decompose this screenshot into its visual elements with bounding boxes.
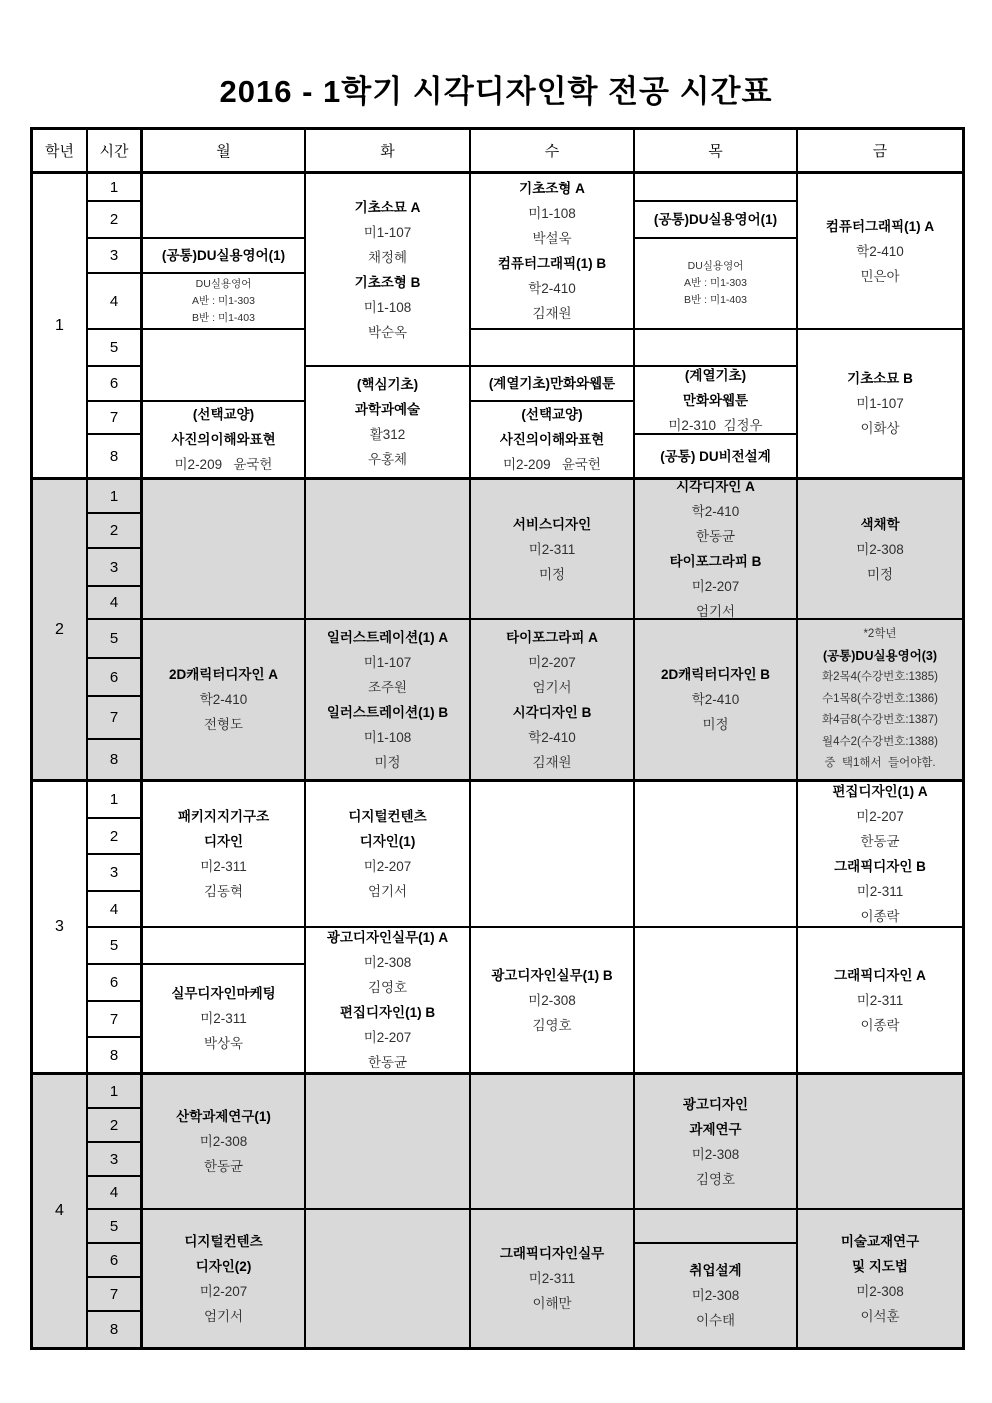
period-cell: 5 <box>88 1210 143 1244</box>
cell-g3-wed-ad-practice: 광고디자인실무(1) B 미2-308 김영호 <box>471 928 635 1075</box>
header-thu: 목 <box>635 130 798 174</box>
cell-g2-mon-2d-character: 2D캐릭터디자인 A 학2-410 전형도 <box>143 620 306 782</box>
empty-cell <box>635 330 798 367</box>
period-cell: 3 <box>88 1143 143 1177</box>
header-wed: 수 <box>471 130 635 174</box>
cell-g1-thu-webtoon: (계열기초) 만화와웹툰 미2-310 김정우 <box>635 367 798 435</box>
cell-g2-fri-english-note: *2학년 (공통)DU실용영어(3) 화2목4(수강번호:1385) 수1목8(수강번호:1386) 화4금8(수강번호:1387) 월4수2(수강번호:1388) 중 택1해서 들어야함. <box>798 620 962 782</box>
period-cell: 7 <box>88 1002 143 1038</box>
period-cell: 1 <box>88 1075 143 1109</box>
cell-g1-thu-du-english-rooms: DU실용영어 A반 : 미1-303 B반 : 미1-403 <box>635 239 798 330</box>
cell-g1-tue-science-art: (핵심기초) 과학과예술 활312 우홍체 <box>306 367 471 480</box>
period-cell: 6 <box>88 367 143 402</box>
grade-label-4: 4 <box>33 1075 88 1347</box>
cell-g1-wed-basic-modeling: 기초조형 A 미1-108 박설욱 컴퓨터그래픽(1) B 학2-410 김재원 <box>471 174 635 330</box>
cell-g4-thu-ad-study: 광고디자인 과제연구 미2-308 김영호 <box>635 1075 798 1210</box>
period-cell: 1 <box>88 174 143 202</box>
period-cell: 2 <box>88 819 143 855</box>
empty-cell <box>635 174 798 202</box>
period-cell: 8 <box>88 435 143 480</box>
empty-cell <box>471 1075 635 1210</box>
cell-g1-wed-webtoon: (계열기초)만화와웹툰 <box>471 367 635 402</box>
cell-g3-fri-graphic-design: 그래픽디자인 A 미2-311 이종락 <box>798 928 962 1075</box>
period-cell: 8 <box>88 1312 143 1347</box>
period-cell: 5 <box>88 330 143 367</box>
cell-g1-thu-du-english: (공통)DU실용영어(1) <box>635 202 798 239</box>
cell-g4-wed-graphic-practice: 그래픽디자인실무 미2-311 이해만 <box>471 1210 635 1347</box>
cell-g4-thu-career-plan: 취업설계 미2-308 이수태 <box>635 1244 798 1347</box>
empty-cell <box>143 928 306 965</box>
cell-g4-fri-art-materials: 미술교재연구 및 지도법 미2-308 이석훈 <box>798 1210 962 1347</box>
empty-cell <box>635 928 798 1075</box>
cell-g4-mon-digital-contents: 디지털컨텐츠 디자인(2) 미2-207 엄기서 <box>143 1210 306 1347</box>
cell-g1-mon-du-english: (공통)DU실용영어(1) <box>143 239 306 274</box>
cell-g1-mon-photography: (선택교양) 사진의이해와표현 미2-209 윤국헌 <box>143 402 306 480</box>
cell-g1-mon-du-english-rooms: DU실용영어 A반 : 미1-303 B반 : 미1-403 <box>143 274 306 330</box>
grade-label-2: 2 <box>33 480 88 782</box>
period-cell: 1 <box>88 480 143 514</box>
cell-g1-fri-basic-drawing: 기초소묘 B 미1-107 이화상 <box>798 330 962 480</box>
empty-cell <box>306 480 471 620</box>
cell-g3-tue-ad-design: 광고디자인실무(1) A 미2-308 김영호 편집디자인(1) B 미2-207 한동균 <box>306 928 471 1075</box>
period-cell: 7 <box>88 697 143 740</box>
period-cell: 4 <box>88 892 143 928</box>
empty-cell <box>306 1075 471 1210</box>
header-time: 시간 <box>88 130 143 174</box>
period-cell: 5 <box>88 620 143 659</box>
empty-cell <box>635 782 798 928</box>
period-cell: 7 <box>88 1278 143 1312</box>
cell-g2-fri-color-theory: 색채학 미2-308 미정 <box>798 480 962 620</box>
empty-cell <box>471 330 635 367</box>
period-cell: 2 <box>88 202 143 239</box>
cell-g1-thu-du-vision: (공통) DU비전설계 <box>635 435 798 480</box>
period-cell: 5 <box>88 928 143 965</box>
page-title: 2016 - 1학기 시각디자인학 전공 시간표 <box>219 74 773 109</box>
empty-cell <box>635 1210 798 1244</box>
period-cell: 3 <box>88 239 143 274</box>
header-grade: 학년 <box>33 130 88 174</box>
cell-g3-mon-design-marketing: 실무디자인마케팅 미2-311 박상욱 <box>143 965 306 1075</box>
period-cell: 2 <box>88 1109 143 1143</box>
header-fri: 금 <box>798 130 962 174</box>
period-cell: 4 <box>88 587 143 620</box>
header-tue: 화 <box>306 130 471 174</box>
period-cell: 3 <box>88 549 143 587</box>
cell-g1-wed-photography: (선택교양) 사진의이해와표현 미2-209 윤국헌 <box>471 402 635 480</box>
grade-label-1: 1 <box>33 174 88 480</box>
period-cell: 6 <box>88 965 143 1002</box>
cell-g3-tue-digital-contents: 디지털컨텐츠 디자인(1) 미2-207 엄기서 <box>306 782 471 928</box>
period-cell: 1 <box>88 782 143 819</box>
period-cell: 6 <box>88 659 143 697</box>
cell-g4-mon-industry-study: 산학과제연구(1) 미2-308 한동균 <box>143 1075 306 1210</box>
header-mon: 월 <box>143 130 306 174</box>
empty-cell <box>143 174 306 239</box>
empty-cell <box>143 330 306 402</box>
period-cell: 8 <box>88 1038 143 1075</box>
cell-g2-tue-illustration: 일러스트레이션(1) A 미1-107 조주원 일러스트레이션(1) B 미1-108 미정 <box>306 620 471 782</box>
period-cell: 7 <box>88 402 143 435</box>
cell-g3-mon-package-design: 패키지지기구조 디자인 미2-311 김동혁 <box>143 782 306 928</box>
empty-cell <box>143 480 306 620</box>
period-cell: 2 <box>88 514 143 549</box>
empty-cell <box>471 782 635 928</box>
period-cell: 6 <box>88 1244 143 1278</box>
grade-label-3: 3 <box>33 782 88 1075</box>
period-cell: 8 <box>88 740 143 782</box>
cell-g1-fri-computer-graphics: 컴퓨터그래픽(1) A 학2-410 민은아 <box>798 174 962 330</box>
cell-g2-thu-visual-design: 시각디자인 A 학2-410 한동균 타이포그라피 B 미2-207 엄기서 <box>635 480 798 620</box>
period-cell: 4 <box>88 274 143 330</box>
cell-g2-thu-2d-character: 2D캐릭터디자인 B 학2-410 미정 <box>635 620 798 782</box>
period-cell: 3 <box>88 855 143 892</box>
cell-g2-wed-service-design: 서비스디자인 미2-311 미정 <box>471 480 635 620</box>
empty-cell <box>798 1075 962 1210</box>
empty-cell <box>306 1210 471 1347</box>
cell-g3-fri-edit-design: 편집디자인(1) A 미2-207 한동균 그래픽디자인 B 미2-311 이종락 <box>798 782 962 928</box>
period-cell: 4 <box>88 1177 143 1210</box>
cell-g1-tue-basic-drawing: 기초소묘 A 미1-107 채정혜 기초조형 B 미1-108 박순옥 <box>306 174 471 367</box>
timetable <box>30 127 965 1350</box>
cell-g2-wed-typography: 타이포그라피 A 미2-207 엄기서 시각디자인 B 학2-410 김재원 <box>471 620 635 782</box>
